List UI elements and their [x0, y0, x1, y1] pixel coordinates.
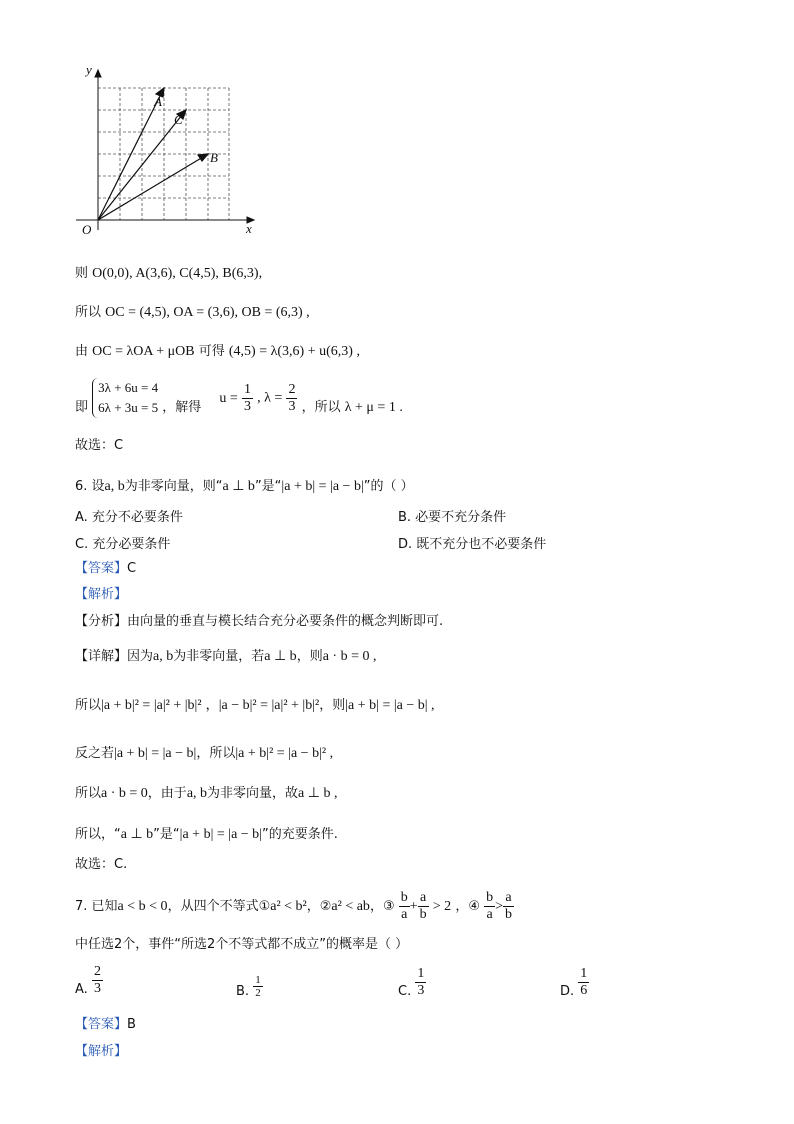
- text: 所以: [75, 698, 102, 713]
- answer-tag: 【答案】: [75, 561, 128, 576]
- option-label: D.: [560, 984, 575, 999]
- text: 所以，“: [75, 827, 121, 842]
- q6-answer: [75, 560, 136, 578]
- option-label: B.: [236, 984, 250, 999]
- sol5-vectors-line: [75, 304, 310, 322]
- fraction-b-over-a: [399, 890, 410, 923]
- numerator: a: [418, 890, 429, 907]
- q7-option-d: [560, 966, 589, 999]
- denominator: 3: [417, 983, 425, 998]
- math: a, b: [186, 786, 208, 801]
- math: a ⊥ b ,: [298, 786, 338, 801]
- q6-option-a: A. 充分不必要条件: [75, 510, 183, 525]
- numerator: 1: [580, 966, 588, 981]
- text: ”是“: [254, 479, 282, 494]
- equation-system: [92, 378, 158, 418]
- option-label: A.: [75, 982, 88, 997]
- text: 由: [75, 344, 89, 359]
- text: 则: [75, 266, 89, 281]
- circled-number: ，③: [369, 899, 395, 914]
- text: 所以: [75, 786, 102, 801]
- text: 可得: [198, 344, 225, 359]
- text: 因为: [127, 649, 154, 664]
- text: 所以: [75, 305, 102, 320]
- denominator: 3: [243, 398, 251, 414]
- math: |a + b| = |a − b| ,: [345, 698, 435, 713]
- xiangjie-tag: 【详解】: [75, 649, 128, 664]
- text: ，: [201, 698, 219, 713]
- text: ”的（ ）: [363, 479, 414, 494]
- math: |a + b|² = |a − b|² ,: [235, 746, 334, 761]
- math: |a + b| = |a − b|: [179, 827, 262, 842]
- text: ，所以: [301, 400, 341, 415]
- denominator: a: [401, 907, 408, 922]
- circled-number: ，②: [306, 899, 332, 914]
- sol5-equation-line: [75, 343, 360, 361]
- q7-stem-line2: [75, 936, 408, 954]
- numerator: b: [486, 890, 494, 905]
- q6-detail-1: [75, 648, 376, 666]
- numerator: 2: [288, 381, 296, 397]
- text: 为非零向量，则“: [124, 479, 223, 494]
- text: 故选：C: [75, 438, 124, 453]
- text: ，由于: [147, 786, 187, 801]
- point-b-label: B: [210, 150, 218, 165]
- text: 由向量的垂直与模长结合充分必要条件的概念判断即可.: [127, 614, 444, 629]
- math: |a + b| = |a − b|: [281, 479, 364, 494]
- analysis-tag: 【解析】: [75, 587, 128, 602]
- math: a² < ab: [331, 899, 370, 914]
- text: ”是“: [153, 827, 180, 842]
- fraction-b-over-a: [484, 890, 495, 923]
- math: |a + b|² = |a|² + |b|²: [101, 698, 202, 713]
- vector-ob-arrowhead: [198, 154, 208, 161]
- text: ，则: [319, 698, 346, 713]
- math: a ⊥ b: [264, 649, 297, 664]
- numerator: 2: [93, 964, 101, 979]
- fraction: [578, 966, 589, 999]
- q6-stem: [75, 478, 414, 496]
- circled-number: ①: [258, 899, 271, 914]
- sol5-points-line: [75, 265, 262, 283]
- q6-detail-3: [75, 745, 333, 763]
- answer-value: B: [127, 1017, 136, 1032]
- math: a < b < 0: [117, 899, 168, 914]
- fenxi-tag: 【分析】: [75, 614, 128, 629]
- answer-value: C: [127, 561, 137, 576]
- math: (4,5) = λ(3,6) + u(6,3) ,: [228, 344, 360, 359]
- y-axis-label: y: [86, 62, 92, 77]
- fraction-a-over-b: [418, 890, 429, 923]
- sol5-system-line: [75, 378, 403, 418]
- fraction-u: [242, 382, 253, 415]
- fraction-a-over-b: [503, 890, 514, 923]
- q6-option-c: C. 充分必要条件: [75, 537, 171, 552]
- math: , λ =: [257, 390, 283, 406]
- vector-grid-figure: [68, 60, 268, 240]
- denominator: 3: [93, 981, 101, 996]
- denominator: 3: [288, 398, 296, 414]
- equation: 6λ + 3u = 5: [98, 400, 159, 415]
- q6-fenxi: [75, 613, 443, 631]
- math: u =: [219, 390, 238, 406]
- math: |a + b| = |a − b|: [114, 746, 197, 761]
- q7-option-a: [75, 964, 103, 997]
- math: a ⊥ b: [222, 479, 255, 494]
- sol5-answer: [75, 437, 123, 455]
- text: ，解得: [162, 400, 202, 415]
- point-c-label: C: [174, 112, 183, 127]
- numerator: 1: [243, 381, 251, 397]
- point-a-label: A: [154, 94, 162, 109]
- text: 反之若: [75, 746, 115, 761]
- text: 中任选2个，事件“所选2个不等式都不成立”的概率是（ ）: [75, 937, 409, 952]
- math: λ + μ = 1 .: [344, 400, 403, 415]
- text: ”的充要条件.: [261, 827, 338, 842]
- denominator: b: [505, 907, 513, 922]
- q6-detail-4: [75, 785, 337, 803]
- answer-tag: 【答案】: [75, 1017, 128, 1032]
- fraction: [92, 964, 103, 997]
- text: 故选：C.: [75, 857, 128, 872]
- fraction: [253, 974, 263, 999]
- denominator: 6: [580, 983, 588, 998]
- text: 为非零向量，故: [207, 786, 299, 801]
- fraction: [415, 966, 426, 999]
- math: > 2: [432, 899, 452, 914]
- q6-option-d: D. 既不充分也不必要条件: [398, 537, 547, 552]
- analysis-tag: 【解析】: [75, 1044, 128, 1059]
- math: a ⊥ b: [120, 827, 154, 842]
- q6-detail-2: [75, 697, 435, 715]
- text: 7. 已知: [75, 899, 118, 914]
- text: ，则: [296, 649, 323, 664]
- origin-label: O: [82, 222, 92, 237]
- equation: 3λ + 6u = 4: [98, 380, 159, 395]
- numerator: b: [400, 890, 408, 905]
- q7-analysis: [75, 1043, 127, 1061]
- math: >: [495, 899, 504, 914]
- q6-option-b: B. 必要不充分条件: [398, 510, 507, 525]
- q7-option-c: [398, 966, 426, 999]
- math: OC = λOA + μOB: [92, 344, 195, 359]
- fraction-lambda: [286, 382, 297, 415]
- q6-answer-final: [75, 856, 127, 874]
- math: O(0,0), A(3,6), C(4,5), B(6,3),: [92, 266, 263, 281]
- circled-number: ，④: [455, 899, 480, 914]
- text: ，从四个不等式: [167, 899, 259, 914]
- math: a, b: [104, 479, 125, 494]
- text: 即: [75, 400, 89, 415]
- math: a² < b²: [270, 899, 307, 914]
- q7-answer: [75, 1016, 136, 1034]
- axes: [76, 70, 254, 230]
- math: +: [409, 899, 418, 914]
- math: |a − b|² = |a|² + |b|²: [218, 698, 320, 713]
- denominator: 2: [255, 987, 261, 999]
- denominator: a: [486, 907, 493, 922]
- math: OC = (4,5), OA = (3,6), OB = (6,3) ,: [105, 305, 310, 320]
- option-label: C.: [398, 984, 412, 999]
- numerator: a: [503, 890, 514, 907]
- numerator: 1: [255, 974, 261, 986]
- q7-option-b: [236, 974, 263, 999]
- math: a, b: [153, 649, 174, 664]
- text: 为非零向量，若: [173, 649, 265, 664]
- text: ，所以: [196, 746, 236, 761]
- numerator: 1: [417, 966, 425, 981]
- x-axis-label: x: [246, 221, 252, 236]
- denominator: b: [419, 907, 427, 922]
- text: 6. 设: [75, 479, 105, 494]
- math: a · b = 0 ,: [322, 649, 377, 664]
- q6-analysis: [75, 586, 127, 604]
- q7-stem: [75, 890, 514, 924]
- math: a · b = 0: [101, 786, 148, 801]
- q6-detail-5: [75, 826, 338, 844]
